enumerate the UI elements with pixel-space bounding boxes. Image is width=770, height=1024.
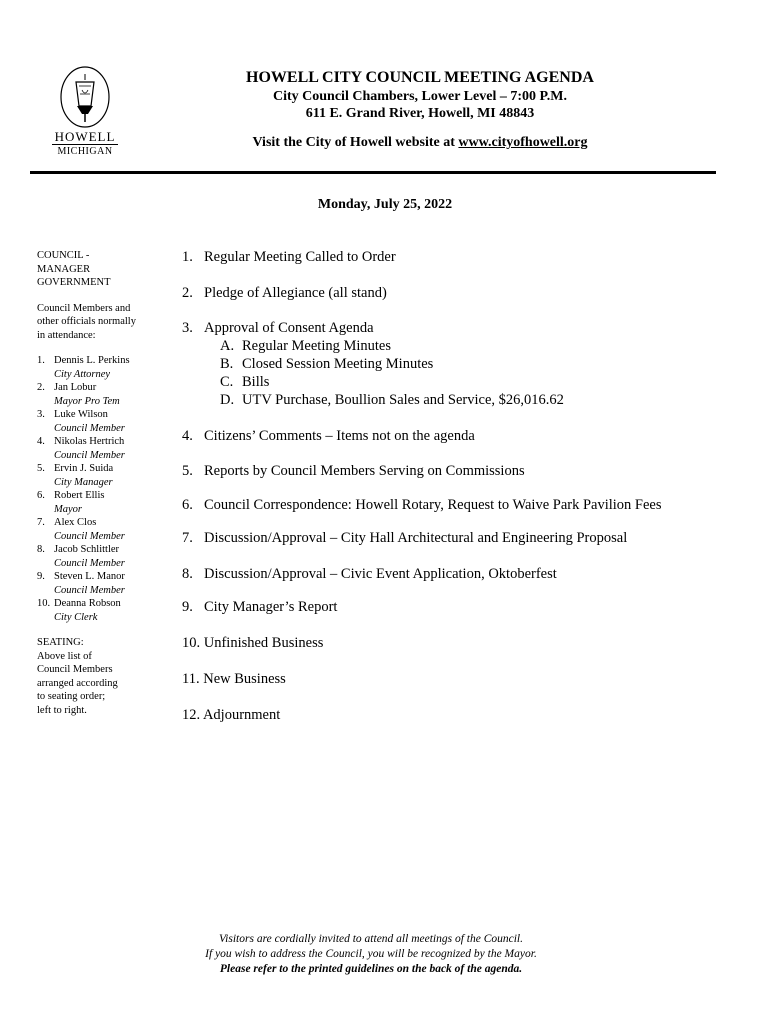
page-title: HOWELL CITY COUNCIL MEETING AGENDA xyxy=(246,69,594,86)
header-divider xyxy=(30,171,716,174)
list-item xyxy=(37,516,155,543)
member-name: Nikolas Hertrich xyxy=(54,436,125,447)
government-line-1: COUNCIL - xyxy=(37,250,90,261)
lantern-seal-icon xyxy=(52,66,118,128)
item-number: 4. xyxy=(182,428,193,444)
agenda-item xyxy=(182,671,286,688)
agenda-item xyxy=(182,707,280,724)
member-number: 1. xyxy=(37,355,45,366)
member-name: Ervin J. Suida xyxy=(54,463,114,474)
item-text: Reports by Council Members Serving on Commissions xyxy=(204,463,525,479)
member-role: Council Member xyxy=(54,584,125,596)
consent-sub-item xyxy=(220,356,433,373)
footer-line-2: If you wish to address the Council, you will be recognized by the Mayor. xyxy=(205,948,537,960)
member-role: Council Member xyxy=(54,449,125,461)
member-number: 4. xyxy=(37,436,45,447)
item-text: New Business xyxy=(203,671,286,687)
member-name: Luke Wilson xyxy=(54,409,108,420)
item-text: City Manager’s Report xyxy=(204,599,338,615)
agenda-item xyxy=(182,320,374,337)
member-number: 6. xyxy=(37,490,45,501)
sub-text: Closed Session Meeting Minutes xyxy=(242,356,434,372)
item-number: 10. xyxy=(182,635,201,651)
agenda-item xyxy=(182,599,337,616)
attendance-line-2: other officials normally xyxy=(37,316,136,327)
list-item xyxy=(37,570,155,597)
member-number: 10. xyxy=(37,598,51,609)
member-role: City Clerk xyxy=(54,611,98,623)
member-name: Jan Lobur xyxy=(54,382,97,393)
list-item xyxy=(37,543,155,570)
meeting-address: 611 E. Grand River, Howell, MI 48843 xyxy=(305,106,535,121)
item-text: Discussion/Approval – Civic Event Application, Oktoberfest xyxy=(204,566,557,582)
agenda-item xyxy=(182,285,387,302)
member-list xyxy=(37,354,155,624)
item-text: Council Correspondence: Howell Rotary, Request to Waive Park Pavilion Fees xyxy=(204,497,662,513)
sub-letter: D. xyxy=(220,392,235,408)
list-item xyxy=(37,462,155,489)
agenda-item xyxy=(182,428,475,445)
member-number: 7. xyxy=(37,517,45,528)
item-text: Adjournment xyxy=(202,707,281,723)
agenda-item xyxy=(182,463,525,480)
government-line-3: GOVERNMENT xyxy=(37,277,111,288)
member-role: Council Member xyxy=(54,557,125,569)
item-number: 12. xyxy=(182,707,201,723)
sub-letter: B. xyxy=(220,356,234,372)
agenda-header xyxy=(210,68,630,151)
list-item xyxy=(37,354,155,381)
member-number: 3. xyxy=(37,409,45,420)
agenda-item xyxy=(182,530,627,547)
member-number: 2. xyxy=(37,382,45,393)
agenda-item xyxy=(182,635,323,652)
item-number: 11. xyxy=(182,671,200,687)
item-number: 2. xyxy=(182,285,193,301)
sidebar xyxy=(37,249,155,717)
seating-line-5: to seating order; xyxy=(37,691,106,702)
member-number: 8. xyxy=(37,544,45,555)
seating-line-2: Above list of xyxy=(37,650,92,662)
government-line-2: MANAGER xyxy=(37,263,91,275)
consent-sub-item xyxy=(220,374,269,391)
member-role: Mayor Pro Tem xyxy=(54,395,120,407)
item-text: Citizens’ Comments – Items not on the agenda xyxy=(204,428,475,444)
consent-sub-item xyxy=(220,392,564,409)
item-text: Regular Meeting Called to Order xyxy=(204,249,396,265)
sub-letter: A. xyxy=(220,338,235,354)
member-name: Deanna Robson xyxy=(54,598,121,609)
member-name: Dennis L. Perkins xyxy=(54,355,130,366)
item-number: 3. xyxy=(182,320,193,336)
seating-line-6: left to right. xyxy=(37,704,87,716)
member-name: Steven L. Manor xyxy=(54,571,125,582)
website-prefix: Visit the City of Howell website at xyxy=(252,135,459,150)
footer-line-3: Please refer to the printed guidelines on the back of the agenda. xyxy=(219,963,523,975)
item-number: 5. xyxy=(182,463,193,479)
member-role: City Manager xyxy=(54,476,113,488)
sub-text: UTV Purchase, Boullion Sales and Service, $26,016.62 xyxy=(242,392,564,408)
member-name: Robert Ellis xyxy=(54,490,105,501)
list-item xyxy=(37,597,155,624)
member-role: Council Member xyxy=(54,422,125,434)
agenda-item xyxy=(182,497,662,514)
seating-line-3: Council Members xyxy=(37,664,113,675)
sub-letter: C. xyxy=(220,374,234,390)
logo-state-name: MICHIGAN xyxy=(52,144,118,157)
consent-sub-item xyxy=(220,338,391,355)
agenda-item xyxy=(182,566,557,583)
website-link[interactable]: www.cityofhowell.org xyxy=(458,135,588,150)
item-number: 9. xyxy=(182,599,193,615)
attendance-line-1: Council Members and xyxy=(37,302,131,314)
member-role: City Attorney xyxy=(54,368,111,380)
attendance-line-3: in attendance: xyxy=(37,329,96,341)
item-number: 8. xyxy=(182,566,193,582)
item-number: 7. xyxy=(182,530,193,546)
sub-text: Bills xyxy=(242,374,270,390)
member-number: 9. xyxy=(37,571,45,582)
item-text: Pledge of Allegiance (all stand) xyxy=(204,285,387,301)
list-item xyxy=(37,435,155,462)
website-line xyxy=(210,134,630,151)
seating-line-4: arranged according xyxy=(37,677,118,689)
item-number: 1. xyxy=(182,249,193,265)
item-text: Unfinished Business xyxy=(203,635,324,651)
list-item xyxy=(37,408,155,435)
list-item xyxy=(37,381,155,408)
meeting-location: City Council Chambers, Lower Level – 7:00 P.M. xyxy=(273,89,567,104)
member-name: Alex Clos xyxy=(54,517,97,528)
agenda-item xyxy=(182,249,396,266)
item-number: 6. xyxy=(182,497,193,513)
footer-note xyxy=(0,932,742,977)
city-logo xyxy=(52,66,118,158)
meeting-date: Monday, July 25, 2022 xyxy=(317,197,453,212)
member-number: 5. xyxy=(37,463,45,474)
item-text: Approval of Consent Agenda xyxy=(204,320,374,336)
member-name: Jacob Schlittler xyxy=(54,544,120,555)
footer-line-1: Visitors are cordially invited to attend all meetings of the Council. xyxy=(219,933,523,945)
logo-city-name: HOWELL xyxy=(54,129,116,144)
seating-line-1: SEATING: xyxy=(37,637,84,648)
member-role: Council Member xyxy=(54,530,125,542)
member-role: Mayor xyxy=(54,503,82,515)
sub-text: Regular Meeting Minutes xyxy=(242,338,392,354)
list-item xyxy=(37,489,155,516)
item-text: Discussion/Approval – City Hall Architectural and Engineering Proposal xyxy=(204,530,628,546)
